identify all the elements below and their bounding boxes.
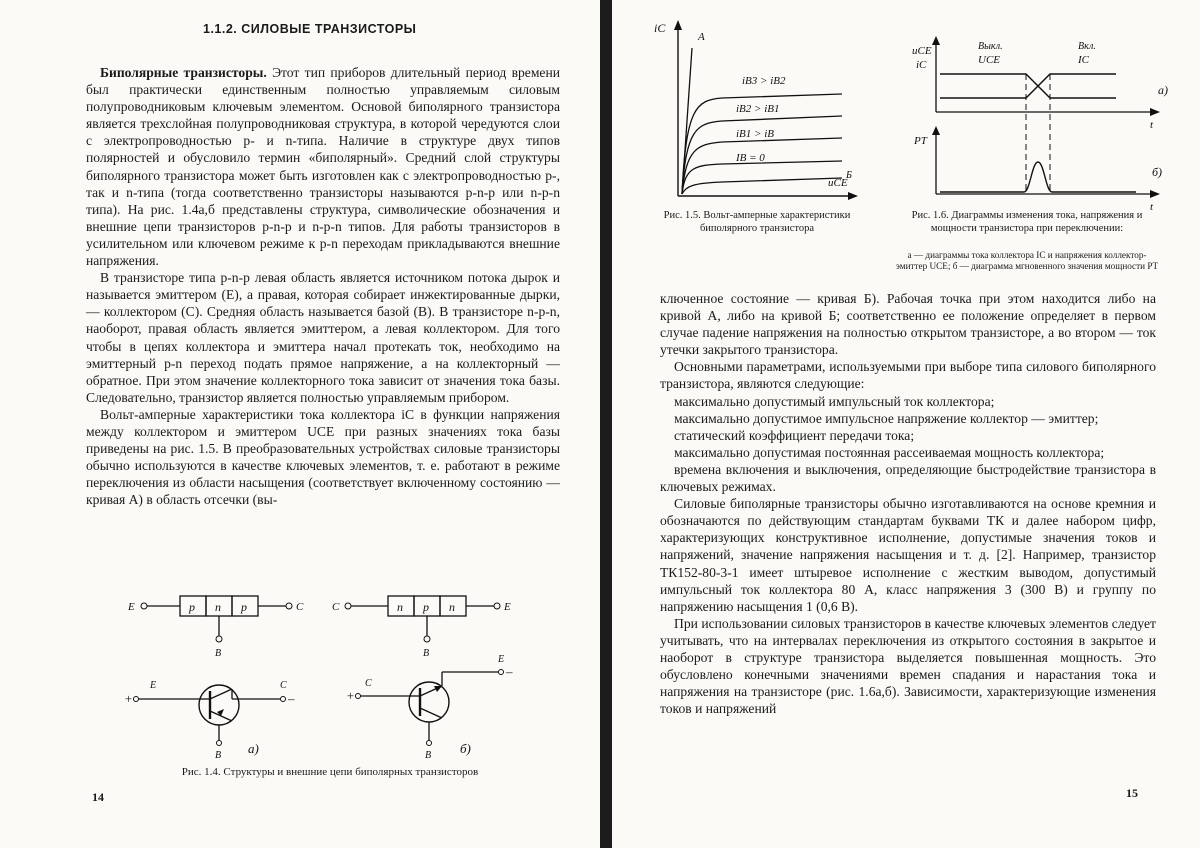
fig-1-6-ic-label: IC [1078,54,1089,66]
fig-1-6-uce-label: UCE [978,54,1000,66]
npn-emitter-label: E [504,601,511,613]
pnp-plus-sign: + [124,691,133,706]
pnp-symbol-B: B [215,750,222,760]
fig-1-5-label-ib2: iB2 > iB1 [736,103,780,115]
list-item: максимально допустимый импульсный ток коллектора; [674,393,995,409]
pnp-symbol-E: E [150,680,157,691]
pnp-layer-2: n [215,600,221,614]
npn-base-label: B [423,648,430,659]
npn-symbol-C: C [365,678,372,689]
npn-symbol-circuit [346,654,513,760]
figure-1-6-caption: Рис. 1.6. Диаграммы изменения тока, напряжения и мощности транзистора при переключении: [911,210,1143,234]
pnp-collector-label: C [296,601,304,613]
fig-1-4-label-b: б) [460,741,471,756]
right-page [612,0,1200,848]
left-body-text [86,64,560,508]
figure-1-4-caption: Рис. 1.4. Структуры и внешние цепи биполярных транзисторов [181,766,479,778]
fig-1-5-y-axis-label: iC [654,21,666,35]
fig-1-6-t-label-1: t [1150,119,1154,131]
npn-layer-3: n [449,600,455,614]
fig-1-6-ic-axis-label: iC [916,59,927,71]
fig-1-6-label-a: а) [1158,83,1168,97]
pnp-minus-sign: – [288,691,295,706]
page-number-right: 15 [1126,786,1138,800]
fig-1-5-label-ib0: IB = 0 [736,152,765,164]
right-paragraph-4: При использовании силовых транзисторов в качестве ключевых элементов следует учитывать, что на интервалах переключения из открытого состояния в закрытое и наоборот в структуре транзистора выделяется повышенная мощность. Это обусловлено конечными значениями времен спадания и нарастания тока и напряжения на транзисторе (рис. 1.6а,б). Зависимости, характеризующие изменения токов и напряжений [660,615,1156,717]
figure-1-6-switching-diagrams [906,36,1176,212]
npn-layer-1: n [397,600,403,614]
pnp-structure [127,596,304,659]
fig-1-6-label-b: б) [1152,165,1163,179]
fig-1-5-curve-b-label: Б [846,170,852,181]
figure-1-6-caption-detail: а — диаграммы тока коллектора IC и напряжения коллектор-эмиттер UCE; б — диаграмма мгновенного значения мощности PT [895,250,1159,271]
section-heading: 1.1.2. СИЛОВЫЕ ТРАНЗИСТОРЫ [203,22,417,36]
fig-1-5-curve-a-label: A [698,31,705,43]
pnp-symbol-C: C [280,680,287,691]
fig-1-6-off-label: Выкл. [978,41,1003,52]
fig-1-5-label-ib3: iB3 > iB2 [742,75,786,87]
paragraph-3: Вольт-амперные характеристики тока коллектора iC в функции напряжения между коллектором и эмиттером UCE при разных значениях тока базы приведены на рис. 1.5. В преобразовательных устройствах силовые транзисторы обычно используются в качестве ключевых элементов, т. е. работают в режиме переключения из области насыщения (соответствует включенному состоянию — кривая A) в область отсечки (вы- [86,406,560,508]
pnp-layer-1: p [189,600,195,614]
right-paragraph-3: Силовые биполярные транзисторы обычно изготавливаются на основе кремния и обозначаются по действующим стандартам буквами ТК и далее набором цифр, характеризующих конструктивное исполнение, допустимые значения токов и напряжений, значение напряжения насыщения и т. д. [2]. Например, транзистор ТК152-80-3-1 имеет штыревое исполнение с жестким выводом, допустимый импульсный ток коллектора 80 А, класс напряжения 3 (300 В) и группу по напряжению насыщения 1 (0,6 В). [660,496,1156,614]
figure-1-5-caption: Рис. 1.5. Вольт-амперные характеристики биполярного транзистора [663,210,851,234]
fig-1-4-label-a: а) [248,741,259,756]
figure-1-4-transistor-structures [120,590,540,760]
right-paragraph-2: Основными параметрами, используемыми при выборе типа силового биполярного транзистора, являются следующие: [660,359,1156,392]
pnp-base-label: B [215,648,222,659]
fig-1-6-uce-axis-label: uCE [912,45,932,57]
list-item: максимально допустимое импульсное напряжение коллектор — эмиттер; [674,410,1099,426]
pnp-emitter-label: E [128,601,135,613]
right-body-text [660,290,1156,717]
npn-plus-sign: + [346,688,355,703]
fig-1-6-on-label: Вкл. [1078,41,1096,52]
fig-1-6-pt-axis-label: PT [914,135,927,147]
npn-symbol-E: E [498,654,505,665]
npn-collector-label: C [332,601,340,613]
pnp-symbol-circuit [124,680,295,760]
npn-minus-sign: – [506,664,513,679]
right-paragraph-1: ключенное состояние — кривая Б). Рабочая точка при этом находится либо на кривой А, либо на кривой Б; соответственно ее положение определяет в первом случае падение напряжения на полностью открытом транзисторе, а во втором — ток утечки закрытого транзистора. [660,291,1156,358]
lead-term: Биполярные транзисторы. [100,65,267,80]
fig-1-6-t-label-2: t [1150,201,1154,212]
npn-symbol-B: B [425,750,432,760]
list-item: времена включения и выключения, определяющие быстродействие транзистора в ключевых режимах. [660,461,1156,495]
fig-1-5-label-ib1: iB1 > iB [736,128,774,140]
book-gutter [600,0,612,848]
pnp-layer-3: p [241,600,247,614]
figure-1-5-iv-characteristics [652,18,862,208]
page-number-left: 14 [92,790,104,804]
paragraph-1: Этот тип приборов длительный период времени был практически единственным полностью управляемым силовым полупроводниковым ключевым элементом. Основой биполярного транзистора является трехслойная полупроводниковая структура, в которой чередуются слои с электропроводностью p- и n-типа. Наличие в структуре двух типов полярностей и обусловило термин «биполярный». Средний слой структуры биполярного транзистора может быть изготовлен как с электропроводностью p-, так и n-типа (тогда соответственно транзисторы называются p-n-p или n-p-n типа). На рис. 1.4а,б представлены структура, символические обозначения и внешние цепи транзисторов p-n-p и n-p-n типов. Для работы транзисторов в усилительном или ключевом режиме к p-n переходам прикладываются внешние напряжения. [86,65,561,269]
npn-layer-2: p [423,600,429,614]
list-item: статический коэффициент передачи тока; [674,427,915,443]
fig-1-5-x-axis-label: uCE [828,177,848,189]
npn-structure [332,596,511,659]
paragraph-2: В транзисторе типа p-n-p левая область является источником потока дырок и называется эмиттером (E), а правая, которая собирает инжектированные дырки,— коллектором (C). Средняя область называется базой (B). В транзисторе n-p-n, наоборот, правая область является эмиттером, а левая коллектором. Для того чтобы в цепях коллектора и эмиттера начал протекать ток, необходимо на эмиттерный p-n переход подать прямое напряжение, а на коллекторный — обратное. При этом значение коллекторного тока зависит от значения тока базы. Следовательно, транзистор является полностью управляемым прибором. [86,270,560,405]
list-item: максимально допустимая постоянная рассеиваемая мощность коллектора; [674,444,1105,460]
